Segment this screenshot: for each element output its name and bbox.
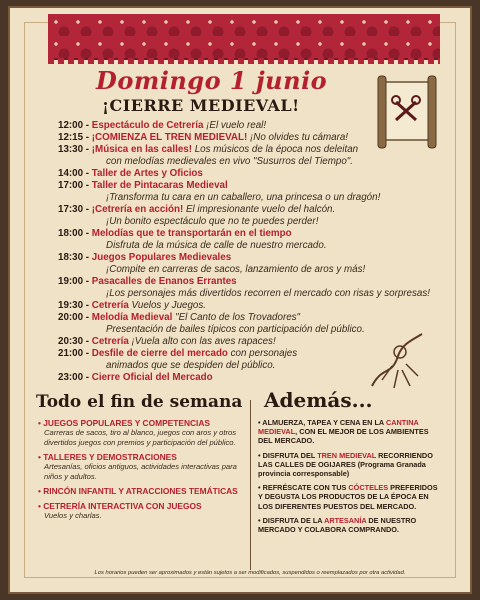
schedule-row: 13:30 - ¡Música en las calles! Los músicos de la época nos deleitan con melodías medievales en vivo "Susurros del Tiempo".: [58, 144, 359, 167]
list-item: • DISFRUTA DE LA ARTESANÍA DE NUESTRO MERCADO Y COLABORA COMPRANDO.: [258, 515, 417, 535]
list-item: • DISFRUTA DEL TREN MEDIEVAL RECORRIENDO LAS CALLES DE OGIJARES (Programa Granada provincia corresponsable): [258, 450, 433, 479]
disclaimer-footer: Los horarios pueden ser aproximados y están sujetos a ser modificados, suspendidos o reemplazados por otra actividad.: [94, 570, 406, 576]
weekend-list: [38, 418, 244, 526]
schedule-row: 17:00 - Taller de Pintacaras Medieval ¡Transforma tu cara en un caballero, una princesa o un dragón!: [58, 180, 381, 203]
schedule-row: 23:00 - Cierre Oficial del Mercado: [58, 372, 213, 383]
event-subtitle: ¡CIERRE MEDIEVAL!: [102, 96, 300, 115]
list-item: • ALMUERZA, TAPEA Y CENA EN LA CANTINA MEDIEVAL, CON EL MEJOR DE LOS AMBIENTES DEL MERCADO.: [258, 418, 429, 446]
schedule-row: 20:30 - Cetrería ¡Vuela alto con las aves rapaces!: [58, 336, 276, 347]
extras-list: [258, 418, 438, 539]
list-item: • RINCÓN INFANTIL Y ATRACCIONES TEMÁTICAS: [38, 486, 238, 497]
schedule-row: 20:00 - Melodía Medieval "El Canto de los Trovadores" Presentación de bailes típicos con participación del público.: [58, 312, 365, 335]
schedule-row: 18:00 - Melodías que te transportarán en el tiempo Disfruta de la música de calle de nuestro mercado.: [58, 228, 327, 251]
list-item: • TALLERES Y DEMOSTRACIONES Artesanías, oficios antiguos, actividades interactivas para niños y adultos.: [38, 452, 237, 481]
schedule-row: 14:00 - Taller de Artes y Oficios: [58, 168, 203, 179]
schedule-row: 17:30 - ¡Cetrería en acción! El impresionante vuelo del halcón. ¡Un bonito espectáculo que no te puedes perder!: [58, 204, 336, 227]
list-item: • CETRERÍA INTERACTIVA CON JUEGOS Vuelos y charlas.: [38, 501, 202, 521]
weekend-title: Todo el fin de semana: [36, 392, 243, 412]
column-divider: [250, 400, 251, 570]
schedule-row: 18:30 - Juegos Populares Medievales ¡Compite en carreras de sacos, lanzamiento de aros y más!: [58, 252, 366, 275]
banner-fringe: [48, 58, 440, 64]
day-title: Domingo 1 junio: [96, 66, 328, 95]
poster: [8, 6, 472, 594]
schedule-row: 21:00 - Desfile de cierre del mercado con personajes animados que se despiden del público.: [58, 348, 298, 371]
schedule-row: 19:00 - Pasacalles de Enanos Errantes ¡Los personajes más divertidos recorren el mercado con risas y sorpresas!: [58, 276, 430, 299]
list-item: • JUEGOS POPULARES Y COMPETENCIAS Carreras de sacos, tiro al blanco, juegos con aros y otros divertidos juegos con premios y participación del público.: [38, 418, 237, 447]
schedule-row: 12:15 - ¡COMIENZA EL TREN MEDIEVAL! ¡No olvides tu cámara!: [58, 132, 349, 143]
list-item: • REFRÉSCATE CON TUS CÓCTELES PREFERIDOS Y DEGUSTA LOS PRODUCTOS DE LA ÉPOCA EN LOS DIFERENTES PUESTOS DEL MERCADO.: [258, 483, 438, 511]
schedule-row: 19:30 - Cetrería Vuelos y Juegos.: [58, 300, 206, 311]
schedule-row: 12:00 - Espectáculo de Cetrería ¡El vuelo real!: [58, 120, 267, 131]
extras-title: Además...: [264, 388, 373, 412]
heraldic-banner: [48, 14, 440, 60]
